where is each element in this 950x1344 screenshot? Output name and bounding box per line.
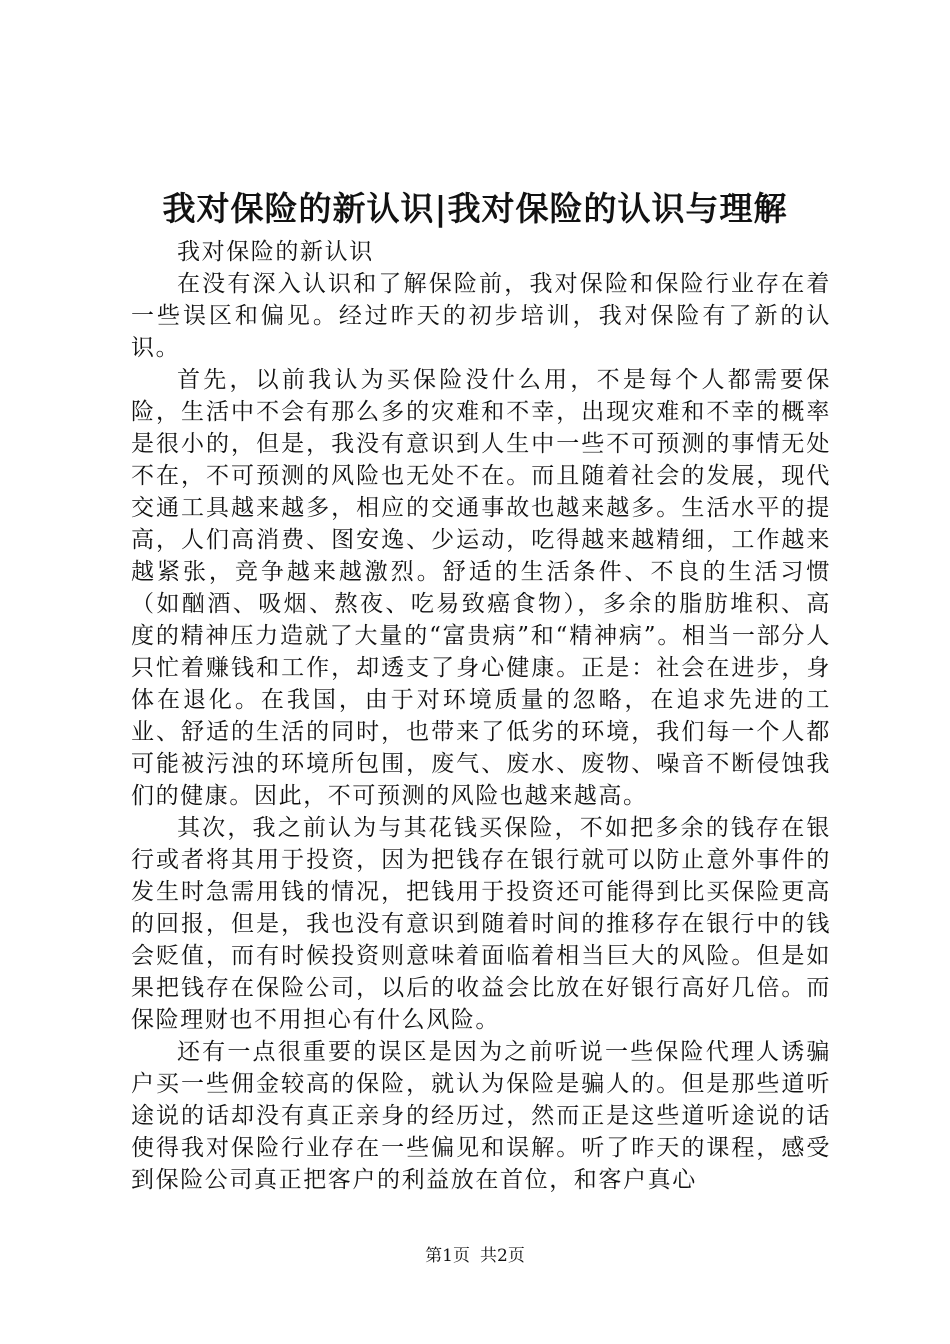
page-footer: [0, 1244, 950, 1268]
page-number-total: 共2页: [480, 1246, 525, 1266]
paragraph-second-point: 其次，我之前认为与其花钱买保险，不如把多余的钱存在银行或者将其用于投资，因为把钱存在银行就可以防止意外事件的发生时急需用钱的情况，把钱用于投资还可能得到比买保险更高的回报，但是，我也没有意识到随着时间的推移存在银行中的钱会贬值，而有时候投资则意味着面临着相当巨大的风险。但是如果把钱存在保险公司，以后的收益会比放在好银行高好几倍。而保险理财也不用担心有什么风险。: [131, 815, 831, 1033]
paragraph-third-point: 还有一点很重要的误区是因为之前听说一些保险代理人诱骗户买一些佣金较高的保险，就认为保险是骗人的。但是那些道听途说的话却没有真正亲身的经历过，然而正是这些道听途说的话使得我对保险行业存在一些偏见和误解。听了昨天的课程，感受到保险公司真正把客户的利益放在首位，和客户真心: [131, 1039, 831, 1193]
paragraph-intro: 在没有深入认识和了解保险前，我对保险和保险行业存在着一些误区和偏见。经过昨天的初步培训，我对保险有了新的认识。: [131, 271, 831, 361]
paragraph-first-point: 首先，以前我认为买保险没什么用，不是每个人都需要保险，生活中不会有那么多的灾难和不幸，出现灾难和不幸的概率是很小的，但是，我没有意识到人生中一些不可预测的事情无处不在，不可预测的风险也无处不在。而且随着社会的发展，现代交通工具越来越多，相应的交通事故也越来越多。生活水平的提高，人们高消费、图安逸、少运动，吃得越来越精细，工作越来越紧张，竞争越来越激烈。舒适的生活条件、不良的生活习惯（如酗酒、吸烟、熬夜、吃易致癌食物），多余的脂肪堆积、高度的精神压力造就了大量的“富贵病”和“精神病”。相当一部分人只忙着赚钱和工作，却透支了身心健康。正是：社会在进步，身体在退化。在我国，由于对环境质量的忽略，在追求先进的工业、舒适的生活的同时，也带来了低劣的环境，我们每一个人都可能被污浊的环境所包围，废气、废水、废物、噪音不断侵蚀我们的健康。因此，不可预测的风险也越来越高。: [131, 367, 831, 809]
document-title: 我对保险的新认识|我对保险的认识与理解: [162, 189, 788, 228]
document-subtitle: 我对保险的新认识: [177, 239, 374, 265]
page-number-current: 第1页: [425, 1246, 470, 1266]
document-body: [131, 236, 831, 1196]
